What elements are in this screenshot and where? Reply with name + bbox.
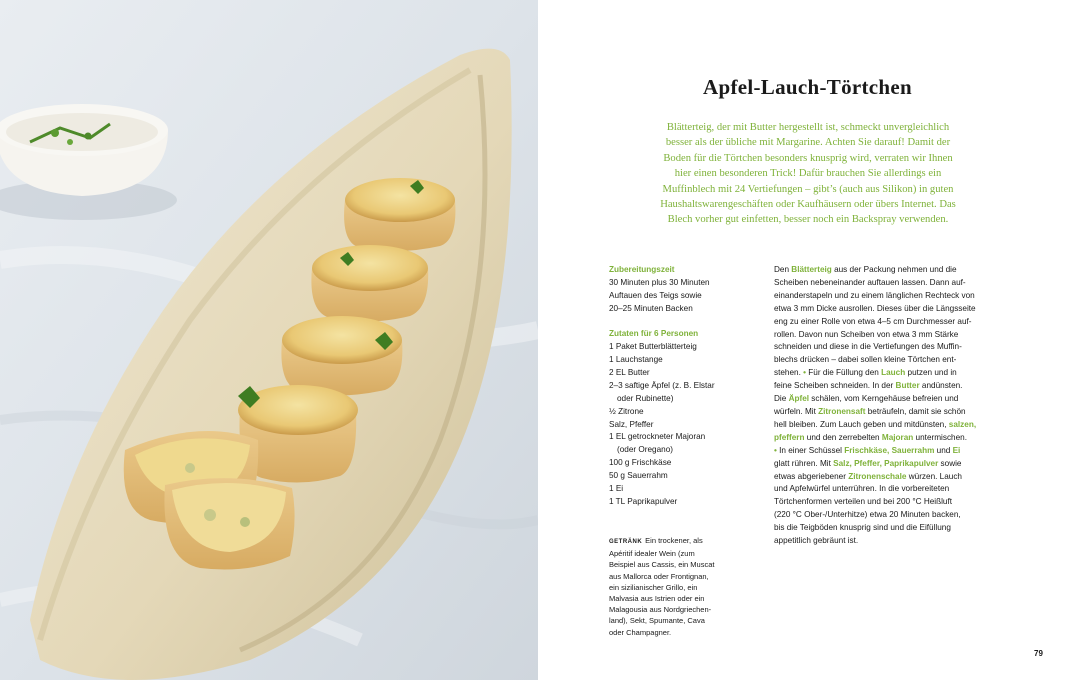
intro-line: Boden für die Törtchen besonders knusprig wird, verraten wir Ihnen	[663, 152, 953, 164]
step-text: bis die Teigböden knusprig sind und die Eifüllung	[774, 523, 951, 533]
dip-bowl	[0, 104, 177, 220]
step-text: hell bleiben. Zum Lauch geben und mitdünsten,	[774, 419, 949, 429]
step-line	[774, 393, 999, 406]
step-text: andünsten.	[919, 381, 963, 391]
step-line	[774, 509, 999, 522]
intro-line: Blätterteig, der mit Butter hergestellt ist, schmeckt unvergleichlich	[666, 122, 950, 133]
step-line	[774, 277, 999, 290]
step-text: etwas abgeriebener	[774, 471, 849, 481]
ingredient-highlight: Blätterteig	[791, 265, 832, 274]
step-text: aus der Packung nehmen und die	[831, 265, 957, 274]
drink-line: aus Mallorca oder Frontignan,	[609, 571, 709, 581]
ingredient-highlight: Salz, Pfeffer, Paprikapulver	[833, 458, 939, 468]
ingredient-item: 1 EL getrockneter Majoran	[609, 432, 706, 442]
drink-line: Malagousia aus Nordgriechen-	[609, 605, 712, 615]
ingredient-item: 2–3 saftige Äpfel (z. B. Elstar	[609, 380, 715, 390]
ingredient-highlight: salzen,	[948, 419, 977, 429]
recipe-intro	[630, 120, 986, 228]
step-text: würzen. Lauch	[906, 471, 962, 481]
step-text: rollen. Davon nun Scheiben von etwa 3 mm Stärke	[774, 329, 959, 339]
step-line	[774, 445, 999, 458]
step-line	[774, 303, 999, 316]
intro-line: Blech vorher gut einfetten, besser noch ein Backspray verwenden.	[667, 214, 949, 226]
step-text: (220 °C Ober-/Unterhitze) etwa 20 Minuten backen,	[774, 510, 961, 520]
drink-line: ein sizilianischer Grillo, ein	[609, 582, 698, 592]
ingredient-item: ½ Zitrone	[609, 406, 644, 416]
prep-time-heading: Zubereitungszeit	[609, 265, 675, 274]
sidebar-column	[609, 264, 754, 509]
ingredient-highlight: pfeffern	[774, 432, 805, 442]
step-text: Die	[774, 394, 789, 404]
ingredient-highlight: Lauch	[881, 368, 906, 378]
tartlet	[311, 245, 428, 322]
ingredient-item: 50 g Sauerrahm	[609, 471, 668, 481]
intro-line: Haushaltswarengeschäften oder Kaufhäusern oder übers Internet. Das	[660, 199, 956, 211]
ingredient-highlight: Zitronensaft	[818, 406, 866, 416]
step-line	[774, 316, 999, 329]
step-line	[774, 483, 999, 496]
step-line	[774, 406, 999, 419]
recipe-title: Apfel-Lauch-Törtchen	[703, 75, 912, 99]
bullet-icon: •	[803, 368, 807, 378]
step-text: glatt rühren. Mit	[774, 458, 834, 468]
step-text: In einer Schüssel	[776, 445, 845, 455]
step-line	[774, 367, 999, 380]
step-text: appetitlich gebräunt ist.	[774, 536, 859, 546]
ingredient-item: (oder Oregano)	[617, 445, 673, 455]
step-line	[774, 522, 999, 535]
step-line	[774, 264, 999, 277]
step-line	[774, 535, 999, 548]
drink-line: Apéritif idealer Wein (zum	[609, 549, 695, 559]
ingredient-highlight: Frischkäse, Sauerrahm	[844, 445, 935, 455]
preparation-steps	[774, 264, 999, 548]
intro-line: Muffinblech mit 24 Vertiefungen – gibt’s (auch aus Silikon) in guten	[662, 183, 954, 195]
step-line	[774, 341, 999, 354]
tartlet	[281, 316, 402, 396]
step-text: Für die Füllung den	[806, 368, 882, 378]
ingredient-item: Salz, Pfeffer	[609, 419, 654, 429]
drink-line: oder Champagner.	[609, 627, 672, 637]
step-line	[774, 354, 999, 367]
drink-line: Malvasia aus Istrien oder ein	[609, 594, 705, 604]
recipe-photo	[0, 0, 538, 680]
intro-line: hier einen besonderen Trick! Dafür brauchen Sie allerdings ein	[674, 168, 942, 180]
ingredient-item: 1 Paket Butterblätterteig	[609, 342, 697, 352]
drink-line: Beispiel aus Cassis, ein Muscat	[609, 560, 715, 570]
step-text: schneiden und diese in die Vertiefungen des Muffin-	[774, 342, 962, 352]
drink-label: GETRÄNK	[609, 539, 643, 545]
step-text: putzen und in	[905, 368, 957, 378]
step-text: eng zu einer Rolle von etwa 4–5 cm Durchmesser auf-	[774, 316, 972, 326]
step-text: feine Scheiben schneiden. In der	[774, 381, 896, 391]
ingredients-heading: Zutaten für 6 Personen	[609, 329, 699, 339]
ingredient-item: 2 EL Butter	[609, 367, 650, 377]
step-text: Scheiben nebeneinander auftauen lassen. Dann auf-	[774, 277, 966, 287]
step-line	[774, 380, 999, 393]
ingredient-item: 1 Ei	[609, 484, 624, 494]
ingredient-item: 1 TL Paprikapulver	[609, 497, 678, 506]
bullet-icon: •	[774, 445, 777, 455]
step-text: sowie	[938, 458, 962, 468]
step-text: beträufeln, damit sie schön	[865, 406, 966, 416]
step-line	[774, 458, 999, 471]
drink-tip	[609, 535, 721, 638]
step-line	[774, 290, 999, 303]
step-text: und Apfelwürfel unterrühren. In die vorbereiteten	[774, 484, 950, 494]
ingredient-highlight: Ei	[952, 445, 961, 455]
step-text: einanderstapeln und zu einem länglichen Rechteck von	[774, 290, 975, 300]
step-text: blechs drücken – dabei sollen kleine Törtchen ent-	[774, 355, 957, 365]
step-line	[774, 329, 999, 342]
step-line	[774, 471, 999, 484]
recipe-page	[538, 0, 1077, 680]
ingredient-highlight: Zitronenschale	[848, 471, 907, 481]
step-text: und	[934, 445, 953, 455]
step-line	[774, 496, 999, 509]
prep-time-line: 20–25 Minuten Backen	[609, 303, 693, 313]
step-text: Den	[774, 265, 792, 274]
step-text: würfeln. Mit	[774, 406, 819, 416]
step-line	[774, 432, 999, 445]
prep-time-line: 30 Minuten plus 30 Minuten	[609, 277, 710, 287]
page-number: 79	[1034, 649, 1043, 658]
step-line	[774, 419, 999, 432]
step-text: und den zerrebelten	[804, 432, 882, 442]
ingredient-highlight: Äpfel	[788, 394, 810, 404]
step-text: stehen.	[774, 368, 804, 378]
step-text: etwa 3 mm Dicke ausrollen. Dieses über die Längsseite	[774, 303, 976, 313]
prep-time-line: Auftauen des Teigs sowie	[609, 290, 702, 300]
tartlet	[344, 178, 455, 251]
ingredient-item: 1 Lauchstange	[609, 355, 663, 365]
step-text: Törtchenformen verteilen und bei 200 °C Heißluft	[774, 497, 953, 507]
step-text: untermischen.	[913, 432, 967, 442]
step-text: schälen, vom Kerngehäuse befreien und	[809, 394, 959, 404]
intro-line: besser als der übliche mit Margarine. Achten Sie darauf! Damit der	[665, 137, 951, 149]
ingredient-item: 100 g Frischkäse	[609, 458, 672, 468]
drink-line: land), Sekt, Spumante, Cava	[609, 616, 705, 626]
ingredient-highlight: Butter	[895, 381, 920, 391]
ingredient-item: oder Rubinette)	[617, 393, 674, 403]
drink-line: Ein trockener, als	[645, 536, 703, 545]
ingredient-highlight: Majoran	[881, 432, 914, 442]
